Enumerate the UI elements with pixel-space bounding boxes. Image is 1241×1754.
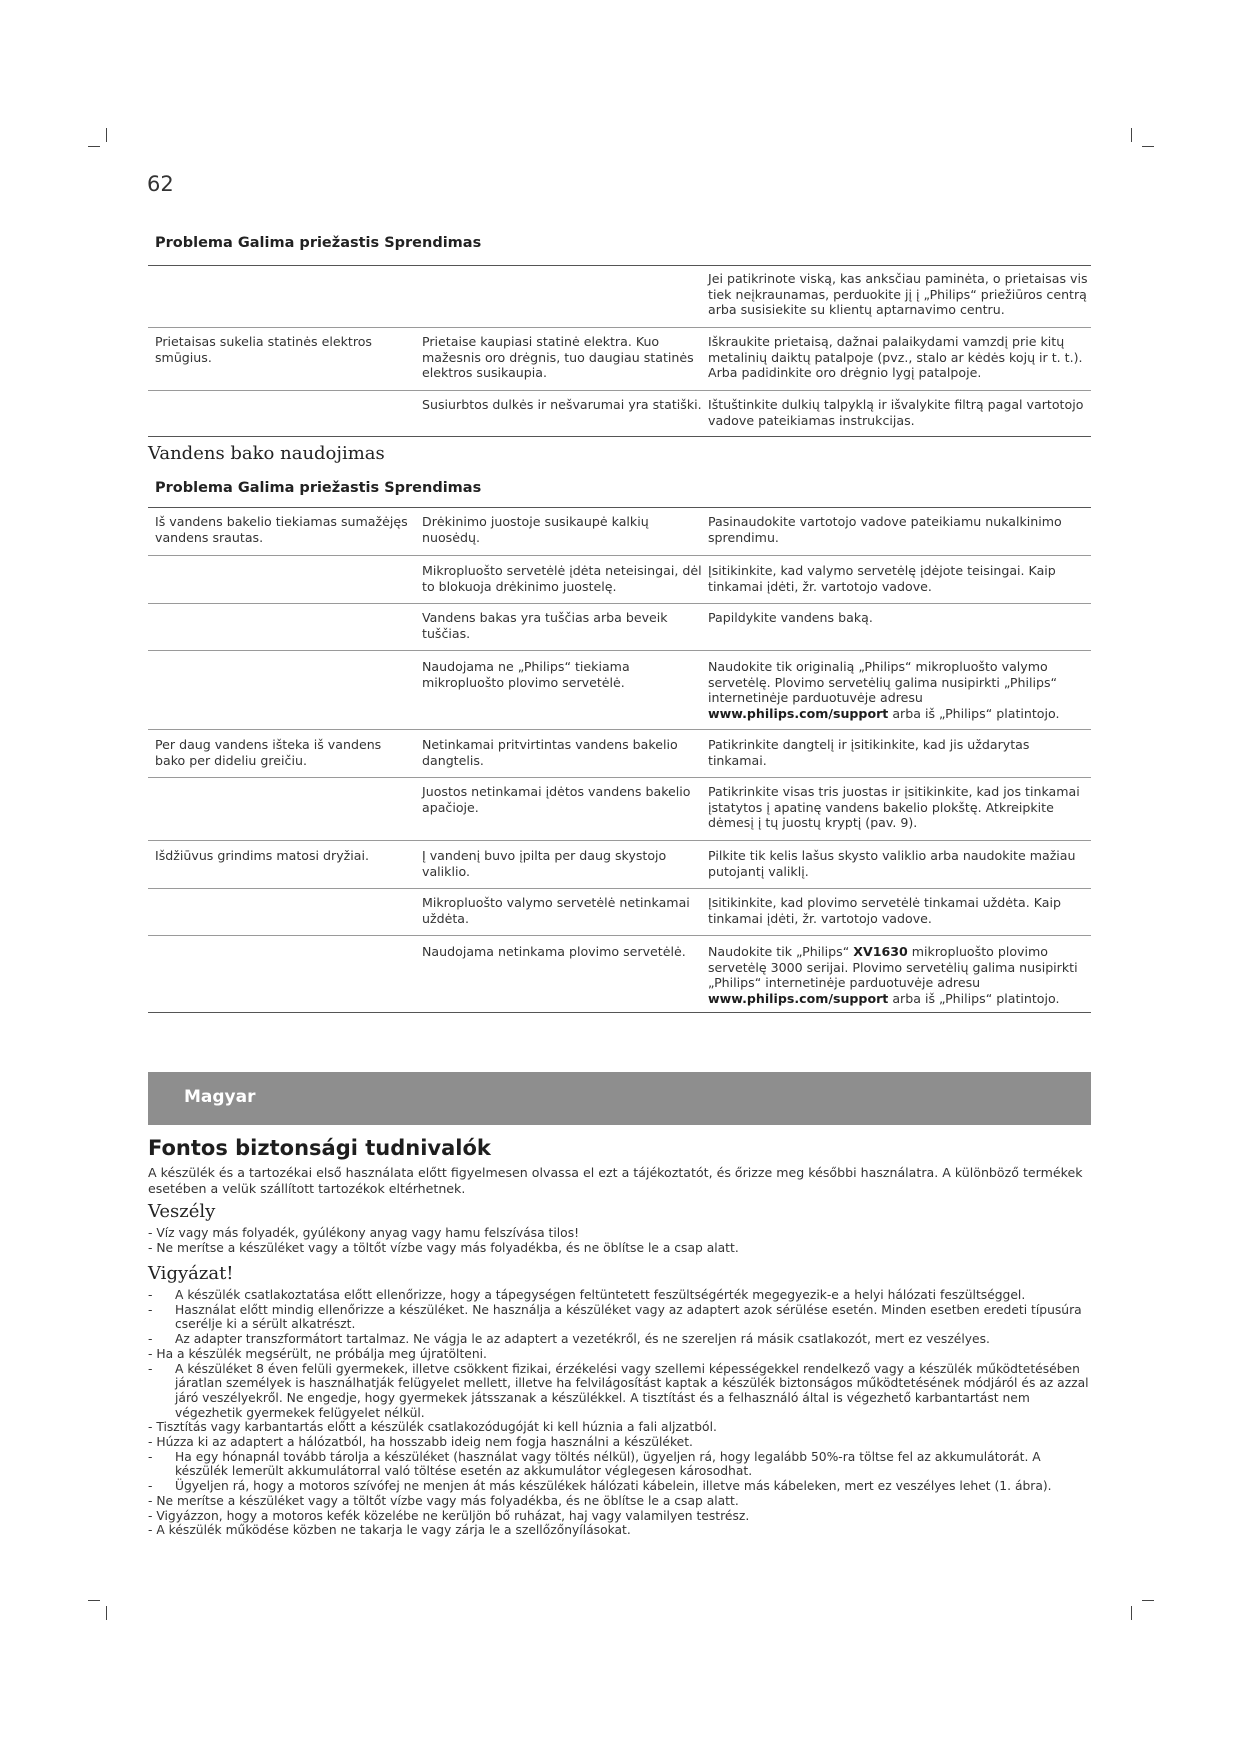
caution-item-text: - Vigyázzon, hogy a motoros kefék közelébe ne kerüljön bő ruházat, haj vagy valamilyen testrész. bbox=[148, 1508, 750, 1523]
table2-header: Problema Galima priežastis Sprendimas bbox=[155, 480, 482, 496]
caution-item bbox=[148, 1347, 1093, 1362]
table2-cell-solution: Patikrinkite dangtelį ir įsitikinkite, kad jis uždarytas tinkamai. bbox=[708, 737, 1030, 768]
caution-item bbox=[148, 1509, 1093, 1524]
bullet-dash: - bbox=[148, 1302, 153, 1317]
danger-title: Veszély bbox=[148, 1201, 216, 1222]
table2-cell-cause: Drėkinimo juostoje susikaupė kalkių nuosėdų. bbox=[422, 514, 649, 545]
table-rule bbox=[148, 650, 1091, 651]
table2-cell-solution bbox=[708, 659, 1088, 721]
crop-mark bbox=[1131, 128, 1132, 142]
table2-cell-cause: Vandens bakas yra tuščias arba beveik tuščias. bbox=[422, 610, 668, 641]
table2-cell-cause: Naudojama ne „Philips“ tiekiama mikropluošto plovimo servetėlė. bbox=[422, 659, 630, 690]
table1-cell-problem: Prietaisas sukelia statinės elektros smūgius. bbox=[155, 334, 372, 365]
table2-cell-solution: Įsitikinkite, kad plovimo servetėlė tinkamai uždėta. Kaip tinkamai įdėti, žr. vartotojo vadove. bbox=[708, 895, 1061, 926]
caution-item bbox=[148, 1303, 1093, 1332]
caution-item-text: - Ne merítse a készüléket vagy a töltőt vízbe vagy más folyadékba, és ne öblítse le a csap alatt. bbox=[148, 1493, 739, 1508]
table2-cell-cause: Juostos netinkamai įdėtos vandens bakelio apačioje. bbox=[422, 784, 691, 815]
table2-cell-cause: Į vandenį buvo įpilta per daug skystojo valiklio. bbox=[422, 848, 667, 879]
table2-cell-cause: Netinkamai pritvirtintas vandens bakelio dangtelis. bbox=[422, 737, 678, 768]
crop-mark bbox=[106, 128, 107, 142]
caution-item-text: A készüléket 8 éven felüli gyermekek, illetve csökkent fizikai, érzékelési vagy szellemi képességekkel rendelkező vagy a készülék működtetésében járatlan személyek is használhatják felügyelet mellett, illetve ha felvilágosítást kaptak a készülék biztonságos működtetésének módjáról és az azzal járó veszélyekről. Ne engedje, hogy gyermekek játsszanak a készülékkel. A tisztítást és a felhasználó által is végezhető karbantartást nem végezhetik gyermekek felügyelet nélkül. bbox=[175, 1361, 1089, 1420]
model-number: XV1630 bbox=[853, 944, 908, 959]
table2-cell-solution: Įsitikinkite, kad valymo servetėlę įdėjote teisingai. Kaip tinkamai įdėti, žr. vartotojo vadove. bbox=[708, 563, 1056, 594]
caution-item bbox=[148, 1435, 1093, 1450]
table1-cell-cause: Susiurbtos dulkės ir nešvarumai yra statiški. bbox=[422, 397, 702, 412]
caution-item bbox=[148, 1288, 1093, 1303]
solution-text: Naudokite tik originalią „Philips“ mikropluošto valymo servetėlę. Plovimo servetėlių galima nusipirkti „Philips“ internetinėje parduotuvėje adresu bbox=[708, 659, 1058, 706]
table1-cell-solution: Ištuštinkite dulkių talpyklą ir išvalykite filtrą pagal vartotojo vadove pateikiamas instrukcijas. bbox=[708, 397, 1084, 428]
caution-item-text: - Tisztítás vagy karbantartás előtt a készülék csatlakozódugóját ki kell húznia a fali aljzatból. bbox=[148, 1420, 717, 1435]
caution-item-text: Ügyeljen rá, hogy a motoros szívófej ne menjen át más készülékek hálózati kábelein, illetve más kábeleken, mert ez veszélyes lehet (1. ábra). bbox=[175, 1479, 1052, 1494]
crop-mark bbox=[1142, 1600, 1154, 1601]
caution-item bbox=[148, 1494, 1093, 1509]
caution-item bbox=[148, 1332, 1093, 1347]
table-rule bbox=[148, 935, 1091, 936]
caution-item-text: Használat előtt mindig ellenőrizze a készüléket. Ne használja a készüléket vagy az adaptert azok sérülése esetén. Minden esetben eredeti típusúra cserélje ki a sérült alkatrészt. bbox=[175, 1302, 1082, 1332]
table1-cell-solution: Jei patikrinote viską, kas anksčiau paminėta, o prietaisas vis tiek neįkraunamas, perduokite jį į „Philips“ priežiūros centrą arba susisiekite su klientų aptarnavimo centru. bbox=[708, 271, 1088, 318]
caution-list bbox=[148, 1288, 1093, 1538]
crop-mark bbox=[1142, 146, 1154, 147]
language-label: Magyar bbox=[184, 1087, 256, 1107]
caution-item bbox=[148, 1420, 1093, 1435]
table2-cell-solution: Patikrinkite visas tris juostas ir įsitikinkite, kad jos tinkamai įstatytos į apatinę vandens bakelio plokštę. Atkreipkite dėmesį į tų juostų kryptį (pav. 9). bbox=[708, 784, 1080, 831]
caution-item bbox=[148, 1362, 1093, 1421]
support-link[interactable]: www.philips.com/support bbox=[708, 990, 889, 1006]
table-rule bbox=[148, 390, 1091, 391]
table-rule bbox=[148, 888, 1091, 889]
table1-header: Problema Galima priežastis Sprendimas bbox=[155, 235, 482, 251]
table-rule bbox=[148, 1012, 1091, 1013]
caution-item-text: - Ha a készülék megsérült, ne próbálja meg újratölteni. bbox=[148, 1346, 487, 1361]
caution-item-text: - A készülék működése közben ne takarja le vagy zárja le a szellőzőnyílásokat. bbox=[148, 1523, 631, 1538]
support-link[interactable]: www.philips.com/support bbox=[708, 705, 889, 721]
table-rule bbox=[148, 729, 1091, 730]
table2-cell-problem: Per daug vandens išteka iš vandens bako per dideliu greičiu. bbox=[155, 737, 382, 768]
crop-mark bbox=[88, 1600, 100, 1601]
table2-cell-cause: Mikropluošto servetėlė įdėta neteisingai, dėl to blokuoja drėkinimo juostelę. bbox=[422, 563, 702, 594]
table2-cell-solution: Pilkite tik kelis lašus skysto valiklio arba naudokite mažiau putojantį valiklį. bbox=[708, 848, 1076, 879]
crop-mark bbox=[106, 1606, 107, 1620]
table2-cell-cause: Naudojama netinkama plovimo servetėlė. bbox=[422, 944, 686, 959]
caution-item-text: Az adapter transzformátort tartalmaz. Ne vágja le az adaptert a vezetékről, és ne szereljen rá másik csatlakozót, mert ez veszélyes. bbox=[175, 1332, 990, 1347]
table2-cell-cause: Mikropluošto valymo servetėlė netinkamai uždėta. bbox=[422, 895, 690, 926]
caution-item-text: - Húzza ki az adaptert a hálózatból, ha hosszabb ideig nem fogja használni a készüléket. bbox=[148, 1435, 693, 1450]
table2-cell-solution: Papildykite vandens baką. bbox=[708, 610, 873, 625]
table2-cell-problem: Išdžiūvus grindims matosi dryžiai. bbox=[155, 848, 369, 863]
table2-cell-problem: Iš vandens bakelio tiekiamas sumažėjęs vandens srautas. bbox=[155, 514, 408, 545]
bullet-dash: - bbox=[148, 1479, 153, 1494]
caution-item bbox=[148, 1479, 1093, 1494]
safety-title: Fontos biztonsági tudnivalók bbox=[148, 1136, 491, 1160]
bullet-dash: - bbox=[148, 1288, 153, 1302]
bullet-dash: - bbox=[148, 1449, 153, 1464]
safety-intro: A készülék és a tartozékai első használata előtt figyelmesen olvassa el ezt a tájékoztatót, és őrizze meg későbbi használatra. A különböző termékek esetében a velük szállított tartozékok eltérhetnek. bbox=[148, 1165, 1083, 1196]
caution-title: Vigyázat! bbox=[148, 1263, 234, 1284]
bullet-dash: - bbox=[148, 1361, 153, 1376]
table2-cell-solution: Pasinaudokite vartotojo vadove pateikiamu nukalkinimo sprendimu. bbox=[708, 514, 1062, 545]
table1-cell-solution: Iškraukite prietaisą, dažnai palaikydami vamzdį prie kitų metalinių daiktų patalpoje (pvz., stalo ar kėdės kojų ir t. t.). Arba padidinkite oro drėgnio lygį patalpoje. bbox=[708, 334, 1083, 381]
bullet-dash: - bbox=[148, 1332, 153, 1347]
table2-cell-solution bbox=[708, 944, 1088, 1006]
table-rule bbox=[148, 265, 1091, 266]
table-rule bbox=[148, 555, 1091, 556]
caution-item-text: Ha egy hónapnál tovább tárolja a készüléket (használat vagy töltés nélkül), ügyeljen rá, hogy legalább 50%-ra töltse fel az akkumulátorát. A készülék lemerült akkumulátorral való töltése esetén az akkumulátor véglegesen károsodhat. bbox=[175, 1449, 1041, 1479]
solution-text: Naudokite tik „Philips“ bbox=[708, 944, 854, 959]
section-title: Vandens bako naudojimas bbox=[148, 443, 385, 464]
table-rule bbox=[148, 327, 1091, 328]
danger-item: - Ne merítse a készüléket vagy a töltőt vízbe vagy más folyadékba, és ne öblítse le a csap alatt. bbox=[148, 1240, 739, 1255]
danger-list bbox=[148, 1226, 1093, 1255]
table-rule bbox=[148, 840, 1091, 841]
solution-text-tail: arba iš „Philips“ platintojo. bbox=[888, 705, 1060, 721]
page-number: 62 bbox=[147, 172, 174, 196]
danger-item: - Víz vagy más folyadék, gyúlékony anyag vagy hamu felszívása tilos! bbox=[148, 1226, 580, 1240]
crop-mark bbox=[1131, 1606, 1132, 1620]
crop-mark bbox=[88, 146, 100, 147]
caution-item bbox=[148, 1450, 1093, 1479]
caution-item bbox=[148, 1523, 1093, 1538]
language-section-bar bbox=[148, 1072, 1091, 1125]
caution-item-text: A készülék csatlakoztatása előtt ellenőrizze, hogy a tápegységen feltüntetett feszültségérték megegyezik-e a helyi hálózati feszültséggel. bbox=[175, 1288, 1026, 1302]
solution-text: mikropluošto plovimo servetėlę 3000 serijai. Plovimo servetėlių galima nusipirkti „Philips“ internetinėje parduotuvėje adresu bbox=[708, 944, 1078, 991]
table1-cell-cause: Prietaise kaupiasi statinė elektra. Kuo mažesnis oro drėgnis, tuo daugiau statinės elektros susikaupia. bbox=[422, 334, 694, 381]
solution-text-tail: arba iš „Philips“ platintojo. bbox=[888, 990, 1060, 1006]
table-rule bbox=[148, 436, 1091, 437]
table-rule bbox=[148, 777, 1091, 778]
table-rule bbox=[148, 603, 1091, 604]
table-rule bbox=[148, 507, 1091, 508]
